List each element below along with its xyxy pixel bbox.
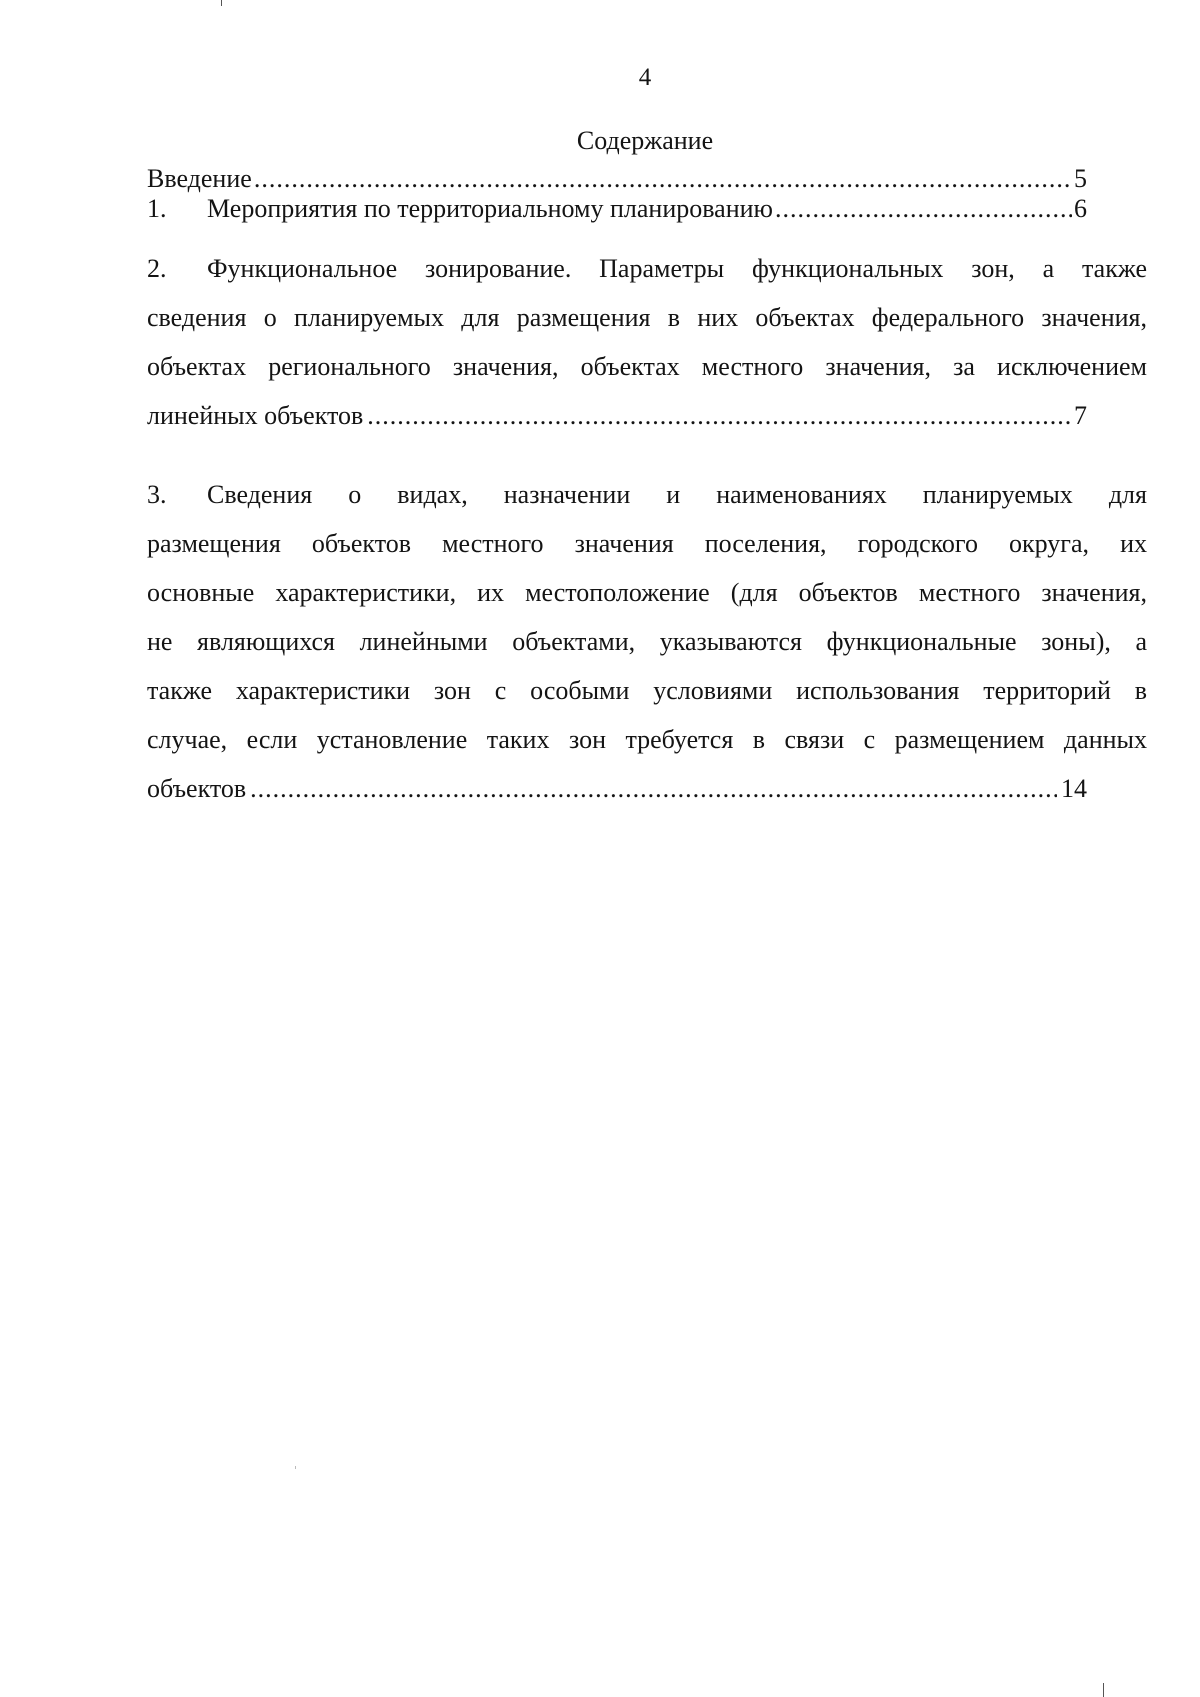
toc-entry-number: 2. — [147, 254, 167, 283]
toc-entry-title-line: объектов — [147, 774, 247, 803]
scan-artifact — [295, 1466, 296, 1469]
toc-entry-title-line: сведения о планируемых для размещения в них объектах федерального значения, — [147, 303, 1147, 332]
toc-entry-page: 5 — [1074, 164, 1087, 193]
toc-entry-title: Мероприятия по территориальному планированию — [207, 194, 773, 223]
toc-entry-title: Введение — [147, 164, 252, 193]
toc-entry-title-line: случае, если установление таких зон требуется в связи с размещением данных — [147, 725, 1147, 754]
toc-entry-title-line: Сведения о видах, назначении и наименованиях планируемых для — [207, 480, 1147, 509]
toc-entry-title-line: основные характеристики, их местоположение (для объектов местного значения, — [147, 578, 1147, 607]
toc-entry-page: 7 — [1074, 401, 1087, 430]
toc-entry-line — [147, 470, 1147, 519]
toc-entry-page: 14 — [1061, 774, 1087, 803]
toc-entry-1[interactable] — [147, 194, 1087, 224]
toc-heading: Содержание — [576, 126, 714, 155]
toc-entry-2[interactable] — [147, 244, 1147, 440]
dot-leader — [775, 194, 1072, 224]
toc-entry-number: 3. — [147, 480, 167, 509]
toc-entry-introduction[interactable] — [147, 164, 1087, 194]
scan-artifact — [1103, 1683, 1104, 1697]
toc-entry-title-line: размещения объектов местного значения поселения, городского округа, их — [147, 529, 1147, 558]
toc-entry-number: 1. — [147, 194, 167, 223]
toc-entry-3[interactable] — [147, 470, 1147, 813]
toc-entry-last-line — [147, 764, 1087, 813]
dot-leader — [250, 764, 1057, 813]
dot-leader — [254, 164, 1072, 194]
toc-entry-page: 6 — [1074, 194, 1087, 223]
toc-entry-last-line — [147, 391, 1087, 440]
toc-entry-title-line: не являющихся линейными объектами, указываются функциональные зоны), а — [147, 627, 1147, 656]
dot-leader — [367, 391, 1070, 440]
toc-entry-title-line: объектах регионального значения, объектах местного значения, за исключением — [147, 352, 1147, 381]
page-number: 4 — [638, 64, 652, 91]
toc-entry-title-line: Функциональное зонирование. Параметры функциональных зон, а также — [207, 254, 1147, 283]
toc-entry-line — [147, 244, 1147, 293]
toc-entry-title-line: также характеристики зон с особыми условиями использования территорий в — [147, 676, 1147, 705]
scan-artifact — [221, 0, 222, 6]
toc-entry-title-line: линейных объектов — [147, 401, 364, 430]
